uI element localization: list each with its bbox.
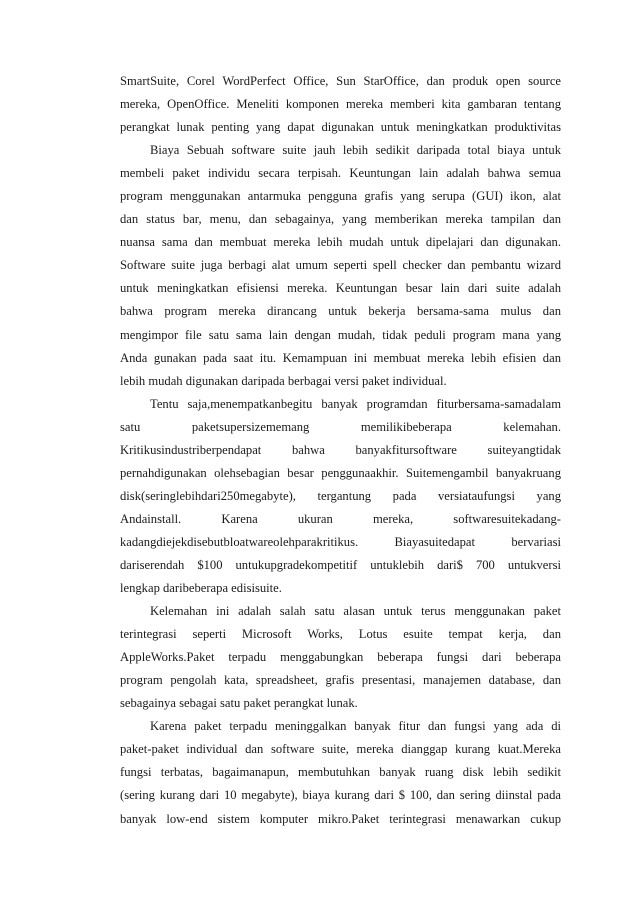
text-line: Anda gunakan pada saat itu. Kemampuan ini membuat mereka lebih efisien dan <box>120 350 561 365</box>
text-line: Andainstall. Karena ukuran mereka, softwaresuitekadang- <box>120 511 561 526</box>
text-line: paket-paket individual dan software suite, mereka dianggap kurang kuat.Mereka <box>120 742 561 757</box>
document-body <box>120 70 561 831</box>
text-line: AppleWorks.Paket terpadu menggabungkan beberapa fungsi dari beberapa <box>120 650 561 665</box>
text-line: mereka, OpenOffice. Meneliti komponen mereka memberi kita gambaran tentang <box>120 97 561 112</box>
text-line: Kritikusindustriberpendapat bahwa banyakfitursoftware suiteyangtidak <box>120 442 561 457</box>
text-line: SmartSuite, Corel WordPerfect Office, Sun StarOffice, dan produk open source <box>120 74 561 88</box>
text-line: dan status bar, menu, dan sebagainya, yang memberikan mereka tampilan dan <box>120 212 561 227</box>
text-line: lengkap daribeberapa edisisuite. <box>120 581 282 596</box>
text-line: perangkat lunak penting yang dapat digunakan untuk meningkatkan produktivitas <box>120 120 561 135</box>
text-line: bahwa program mereka dirancang untuk bekerja bersama-sama mulus dan <box>120 304 561 319</box>
text-line: dariserendah $100 untukupgradekompetitif untuklebih dari$ 700 untukversi <box>120 557 561 572</box>
text-line: satu paketsupersizememang memilikibeberapa kelemahan. <box>120 419 561 434</box>
text-line: nuansa sama dan membuat mereka lebih mudah untuk dipelajari dan digunakan. <box>120 235 561 250</box>
text-line: fungsi terbatas, bagaimanapun, membutuhkan banyak ruang disk lebih sedikit <box>120 765 561 780</box>
text-line: Kelemahan ini adalah salah satu alasan untuk terus menggunakan paket <box>150 604 561 619</box>
text-line: sebagainya sebagai satu paket perangkat lunak. <box>120 696 358 711</box>
text-line: membeli paket individu secara terpisah. Keuntungan lain adalah bahwa semua <box>120 166 561 181</box>
text-line: lebih mudah digunakan daripada berbagai versi paket individual. <box>120 373 447 388</box>
text-line: Karena paket terpadu meninggalkan banyak fitur dan fungsi yang ada di <box>150 719 561 734</box>
text-line: disk(seringlebihdari250megabyte), tergantung pada versiataufungsi yang <box>120 488 561 503</box>
text-line: (sering kurang dari 10 megabyte), biaya kurang dari $ 100, dan sering diinstal pada <box>120 788 561 803</box>
text-line: Software suite juga berbagi alat umum seperti spell checker dan pembantu wizard <box>120 258 561 273</box>
text-line: terintegrasi seperti Microsoft Works, Lotus esuite tempat kerja, dan <box>120 627 561 642</box>
text-line: Tentu saja,menempatkanbegitu banyak programdan fiturbersama-samadalam <box>150 396 561 411</box>
text-line: untuk meningkatkan efisiensi mereka. Keuntungan besar lain dari suite adalah <box>120 281 561 296</box>
text-line: Biaya Sebuah software suite jauh lebih sedikit daripada total biaya untuk <box>150 143 561 158</box>
text-line: pernahdigunakan olehsebagian besar penggunaakhir. Suitemengambil banyakruang <box>120 465 561 480</box>
text-line: program pengolah kata, spreadsheet, grafis presentasi, manajemen database, dan <box>120 673 561 688</box>
text-line: kadangdiejekdisebutbloatwareolehparakritikus. Biayasuitedapat bervariasi <box>120 534 561 549</box>
text-line: banyak low-end sistem komputer mikro.Paket terintegrasi menawarkan cukup <box>120 811 561 826</box>
text-line: program menggunakan antarmuka pengguna grafis yang serupa (GUI) ikon, alat <box>120 189 561 204</box>
text-line: mengimpor file satu sama lain dengan mudah, tidak peduli program mana yang <box>120 327 561 342</box>
